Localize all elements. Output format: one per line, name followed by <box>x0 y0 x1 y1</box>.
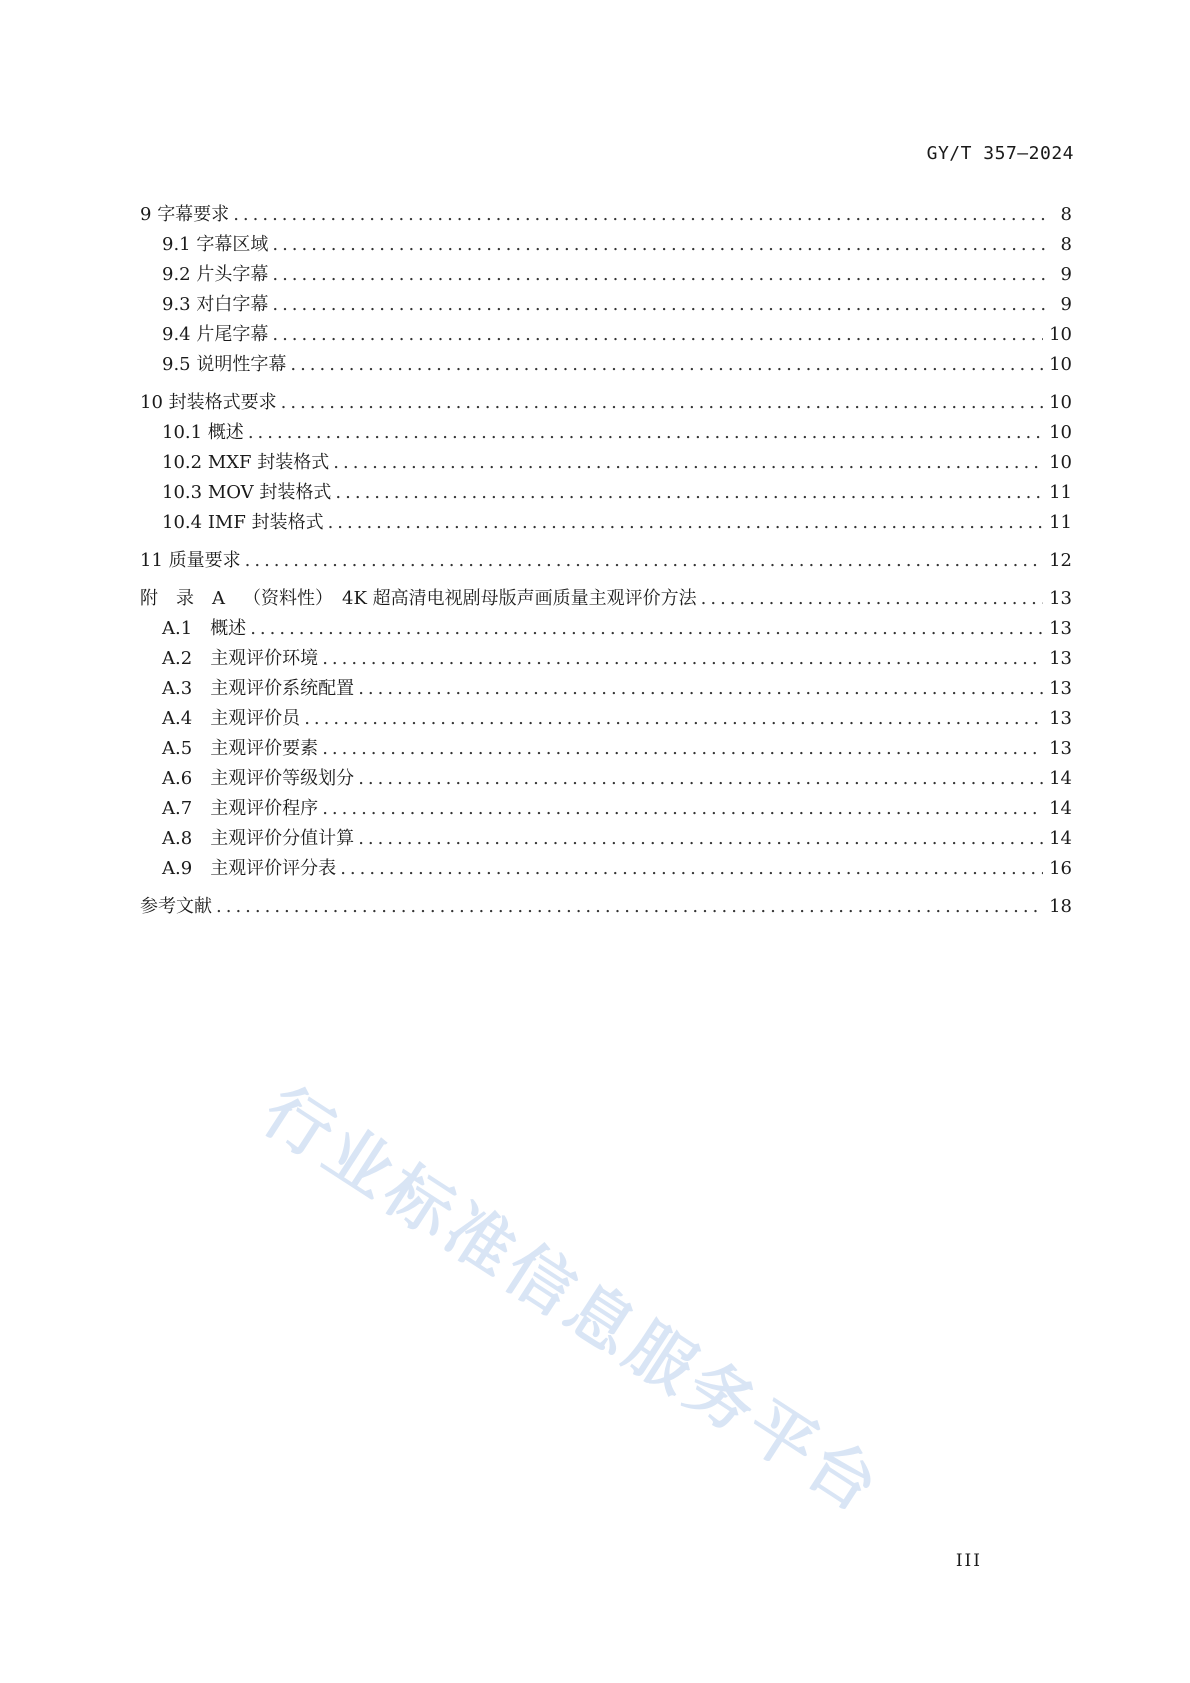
toc-entry-title: 字幕要求 <box>157 204 230 225</box>
toc-entry-title: 参考文献 <box>140 896 212 917</box>
toc-entry-page: 14 <box>1049 768 1072 789</box>
toc-entry-page: 13 <box>1049 738 1072 759</box>
toc-entry-page: 10 <box>1049 324 1072 345</box>
toc-entry[interactable] <box>140 478 1072 508</box>
page-number: III <box>955 1551 982 1571</box>
toc-entry-title: 主观评价环境 <box>210 648 319 669</box>
toc-entry[interactable] <box>140 200 1072 230</box>
toc-entry-number: 10.3 <box>162 482 208 503</box>
toc-dot-leader <box>701 584 1043 614</box>
toc-entry[interactable] <box>140 546 1072 576</box>
toc-entry-number: A.1 <box>162 618 211 639</box>
toc-entry-page: 10 <box>1049 452 1072 473</box>
toc-entry[interactable] <box>140 824 1072 854</box>
toc-entry-number: A.4 <box>162 708 211 729</box>
toc-entry-page: 14 <box>1049 798 1072 819</box>
toc-entry-number: 10 <box>140 392 169 413</box>
toc-entry-title: 主观评价要素 <box>210 738 319 759</box>
toc-entry[interactable] <box>140 350 1072 380</box>
table-of-contents <box>140 200 1072 922</box>
toc-entry-page: 14 <box>1049 828 1072 849</box>
toc-dot-leader <box>281 388 1043 418</box>
toc-entry-title: 主观评价评分表 <box>210 858 337 879</box>
toc-entry-title: 主观评价程序 <box>210 798 319 819</box>
toc-entry[interactable] <box>140 674 1072 704</box>
toc-entry-page: 11 <box>1049 482 1072 503</box>
toc-dot-leader <box>250 614 1043 644</box>
toc-entry-page: 13 <box>1049 678 1072 699</box>
toc-entry-title: 对白字幕 <box>196 294 269 315</box>
toc-entry-number: 11 <box>140 550 169 571</box>
toc-entry[interactable] <box>140 794 1072 824</box>
toc-entry[interactable] <box>140 764 1072 794</box>
toc-entry-number: A.5 <box>162 738 211 759</box>
toc-entry-page: 13 <box>1049 708 1072 729</box>
toc-dot-leader <box>322 734 1043 764</box>
toc-entry-title: MXF 封装格式 <box>207 452 330 473</box>
toc-dot-leader <box>340 854 1043 884</box>
toc-entry[interactable] <box>140 230 1072 260</box>
toc-entry-title: 质量要求 <box>168 550 241 571</box>
toc-entry[interactable] <box>140 644 1072 674</box>
toc-entry-page: 11 <box>1049 512 1072 533</box>
toc-entry[interactable] <box>140 260 1072 290</box>
toc-entry-title: （资料性） 4K 超高清电视剧母版声画质量主观评价方法 <box>243 588 697 609</box>
toc-entry-number: 10.4 <box>162 512 208 533</box>
toc-entry-page: 18 <box>1049 896 1072 917</box>
toc-entry-title: 说明性字幕 <box>196 354 287 375</box>
toc-entry-title: 字幕区域 <box>196 234 269 255</box>
toc-entry-number: A.2 <box>162 648 211 669</box>
toc-entry-number: 10.2 <box>162 452 208 473</box>
toc-entry-page: 16 <box>1049 858 1072 879</box>
toc-entry[interactable] <box>140 614 1072 644</box>
toc-dot-leader <box>358 674 1043 704</box>
toc-entry[interactable] <box>140 854 1072 884</box>
toc-dot-leader <box>304 704 1043 734</box>
toc-dot-leader <box>233 200 1046 230</box>
toc-entry-page: 10 <box>1049 392 1072 413</box>
toc-entry-title: 概述 <box>210 618 247 639</box>
toc-dot-leader <box>272 320 1043 350</box>
toc-entry-title: 主观评价系统配置 <box>210 678 355 699</box>
toc-entry-number: 9.3 <box>162 294 197 315</box>
watermark: 行业标准信息服务平台 <box>249 1072 896 1530</box>
toc-entry-page: 9 <box>1060 264 1072 285</box>
toc-entry[interactable] <box>140 290 1072 320</box>
toc-entry-number: 9.2 <box>162 264 197 285</box>
toc-entry[interactable] <box>140 584 1072 614</box>
toc-entry[interactable] <box>140 704 1072 734</box>
standard-code: GY/T 357—2024 <box>926 143 1074 164</box>
toc-entry-number: 9.4 <box>162 324 197 345</box>
toc-dot-leader <box>245 546 1043 576</box>
toc-dot-leader <box>358 824 1043 854</box>
toc-entry[interactable] <box>140 508 1072 538</box>
toc-entry-title: MOV 封装格式 <box>207 482 332 503</box>
toc-entry[interactable] <box>140 892 1072 922</box>
toc-entry-page: 10 <box>1049 354 1072 375</box>
toc-entry-title: 主观评价分值计算 <box>210 828 355 849</box>
toc-entry-number: A.6 <box>162 768 211 789</box>
toc-dot-leader <box>333 448 1043 478</box>
toc-entry-number: A.9 <box>162 858 211 879</box>
toc-entry-title: 片尾字幕 <box>196 324 269 345</box>
toc-dot-leader <box>322 644 1043 674</box>
toc-entry-title: 概述 <box>207 422 244 443</box>
toc-entry-number: 9.5 <box>162 354 197 375</box>
toc-entry-number: 10.1 <box>162 422 208 443</box>
toc-entry-page: 8 <box>1060 204 1072 225</box>
toc-entry[interactable] <box>140 418 1072 448</box>
toc-dot-leader <box>290 350 1043 380</box>
toc-entry-number: A.7 <box>162 798 211 819</box>
toc-entry-number: 9 <box>140 204 158 225</box>
toc-dot-leader <box>358 764 1043 794</box>
toc-entry-title: 主观评价员 <box>210 708 301 729</box>
toc-entry-page: 9 <box>1060 294 1072 315</box>
toc-dot-leader <box>216 892 1043 922</box>
toc-dot-leader <box>248 418 1043 448</box>
toc-entry-page: 10 <box>1049 422 1072 443</box>
toc-entry-title: 片头字幕 <box>196 264 269 285</box>
toc-entry-title: IMF 封装格式 <box>207 512 324 533</box>
toc-entry-page: 13 <box>1049 618 1072 639</box>
toc-dot-leader <box>272 290 1046 320</box>
toc-entry-page: 13 <box>1049 588 1072 609</box>
toc-entry[interactable] <box>140 448 1072 478</box>
toc-entry-number: A.3 <box>162 678 211 699</box>
toc-entry-number: 附 录 A <box>140 588 243 609</box>
toc-entry-page: 13 <box>1049 648 1072 669</box>
toc-entry-page: 8 <box>1060 234 1072 255</box>
toc-dot-leader <box>328 508 1044 538</box>
toc-dot-leader <box>272 230 1046 260</box>
toc-dot-leader <box>272 260 1046 290</box>
toc-entry[interactable] <box>140 388 1072 418</box>
toc-entry-page: 12 <box>1049 550 1072 571</box>
toc-entry-number: A.8 <box>162 828 211 849</box>
toc-dot-leader <box>335 478 1043 508</box>
toc-entry[interactable] <box>140 320 1072 350</box>
toc-entry-title: 封装格式要求 <box>168 392 277 413</box>
toc-entry-number: 9.1 <box>162 234 197 255</box>
toc-entry[interactable] <box>140 734 1072 764</box>
toc-entry-title: 主观评价等级划分 <box>210 768 355 789</box>
toc-dot-leader <box>322 794 1043 824</box>
